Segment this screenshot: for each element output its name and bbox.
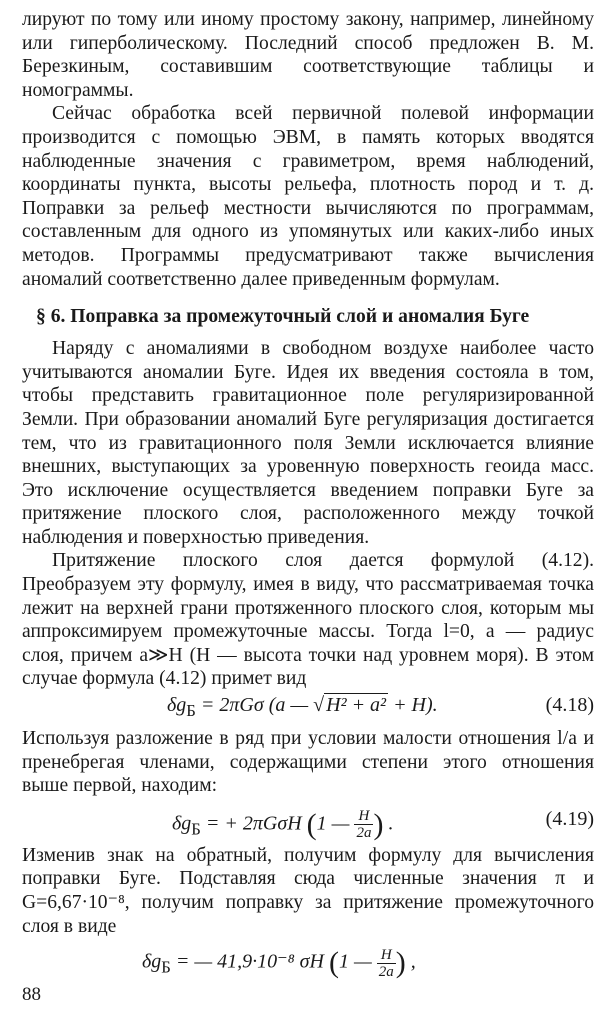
formula-4-18-expression xyxy=(167,694,438,721)
formula-radicand: H² + a² xyxy=(326,694,387,717)
left-paren: ( xyxy=(306,807,317,841)
formula-tail: , xyxy=(405,950,416,973)
paragraph-2: Сейчас обработка всей первичной полевой информации производится с помощью ЭВМ, в память которых вводятся наблюденные значения с гравиметром, время наблюдений, координаты пункта, высоты рельефа, плотность пород и т. д. Поправки за рельеф местности вычисляются по программам, составленным для одного из упомянутых или каких-либо иных методов. Программы предусматривают также вычисления аномалий соответственно далее приведенным формулам. xyxy=(22,103,594,290)
section-heading: § 6. Поправка за промежуточный слой и аномалия Буге xyxy=(36,306,530,328)
fraction-numerator: H xyxy=(377,947,396,964)
left-paren: ( xyxy=(328,946,339,980)
paragraph-6: Изменив знак на обратный, получим формулу для вычисления поправки Буге. Подставляя сюда численные значения π и G=6,67·10⁻⁸, получим поправку за притяжение промежуточного слоя в виде xyxy=(22,844,594,937)
paragraph-1: лируют по тому или иному простому закону, например, линейному или гиперболическому. Последний способ предложен В. М. Березкиным, составившим соответствующие таблицы и номограммы. xyxy=(22,9,594,101)
fraction-numerator: H xyxy=(354,808,373,825)
formula-subscript: Б xyxy=(186,701,196,721)
page-body xyxy=(22,8,594,986)
fraction-denominator: 2a xyxy=(378,963,394,980)
formula-one-minus: 1 — xyxy=(316,812,355,835)
formula-number: (4.18) xyxy=(545,694,594,717)
formula-tail: . xyxy=(383,812,394,835)
fraction xyxy=(377,947,396,980)
formula-lhs: δg xyxy=(172,812,192,835)
page-number: 88 xyxy=(22,984,41,1005)
formula-4-18 xyxy=(22,691,594,727)
formula-4-19 xyxy=(22,798,594,844)
radical-sign: √ xyxy=(313,694,325,717)
paragraph-5: Используя разложение в ряд при условии малости отношения l/a и пренебрегая членами, содержащими степени этого отношения выше первой, находим: xyxy=(22,728,594,797)
fraction xyxy=(354,808,373,841)
formula-equals: = 2πGσ (a — xyxy=(195,694,314,717)
formula-one-minus: 1 — xyxy=(338,950,377,973)
formula-4-19-expression xyxy=(172,808,393,842)
right-paren: ) xyxy=(373,807,384,841)
formula-equals: = — 41,9·10⁻⁸ σH xyxy=(170,950,329,973)
right-paren: ) xyxy=(395,946,406,980)
formula-subscript: Б xyxy=(161,957,171,977)
formula-bouguer-correction xyxy=(22,938,594,986)
paragraph-3: Наряду с аномалиями в свободном воздухе наиболее часто учитываются аномалии Буге. Идея их введения состояла в том, чтобы представить гравитационное поле регуляризированной Земли. При образовании аномалий Буге регуляризация достигается тем, что из гравитационного поля Земли исключается влияние внешних, выступающих за уровенную поверхность геоида масс. Это исключение осуществляется введением поправки Буге за притяжение плоского слоя, расположенного между точкой наблюдения и поверхностью приведения. xyxy=(22,338,594,548)
paragraph-4: Притяжение плоского слоя дается формулой (4.12). Преобразуем эту формулу, имея в виду, что рассматриваемая точка лежит на верхней грани протяженного плоского слоя, которым мы аппроксимируем промежуточные массы. Тогда l=0, a — радиус слоя, причем a≫H (H — высота точки над уровнем моря). В этом случае формула (4.12) примет вид xyxy=(22,550,594,690)
formula-equals: = + 2πGσH xyxy=(200,812,307,835)
formula-lhs: δg xyxy=(167,694,187,717)
formula-number: (4.19) xyxy=(545,807,594,830)
formula-tail: + H). xyxy=(388,694,438,717)
fraction-denominator: 2a xyxy=(356,825,372,842)
formula-bouguer-expression xyxy=(142,946,416,980)
formula-lhs: δg xyxy=(142,950,162,973)
formula-subscript: Б xyxy=(191,819,201,839)
